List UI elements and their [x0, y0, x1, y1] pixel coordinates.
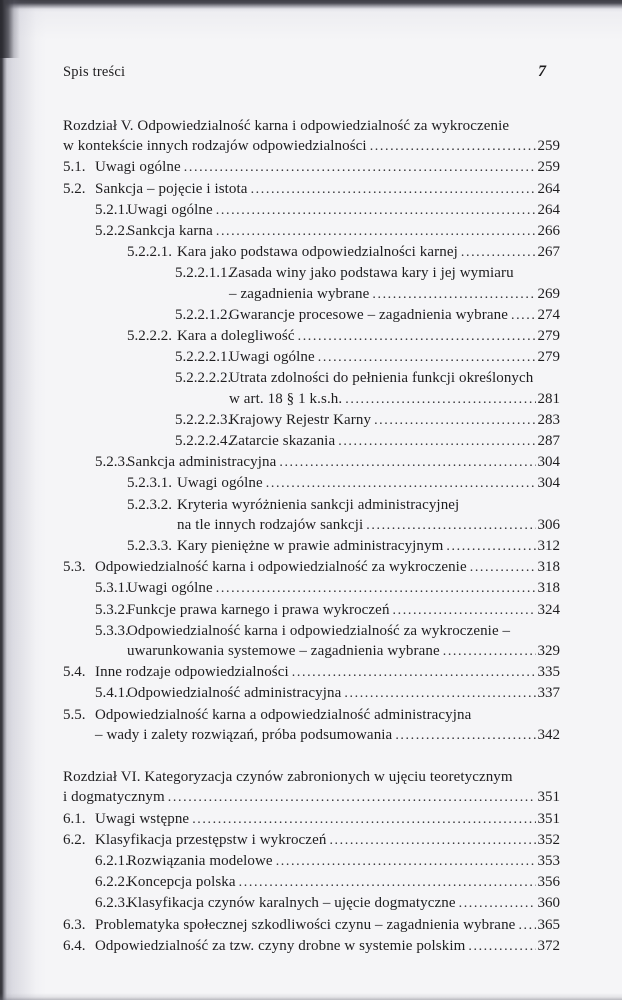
- toc-entry-title: Utrata zdolności do pełnienia funkcji określonych: [229, 370, 534, 387]
- toc-entry: [63, 495, 560, 515]
- book-page: [63, 0, 560, 957]
- toc-entry-title: na tle innych rodzajów sankcji: [177, 516, 364, 533]
- toc-entry-title: Rozwiązania modelowe: [127, 852, 273, 869]
- toc-entry-number: 6.2.3.: [95, 895, 129, 912]
- toc-entry-number: 6.2.2.: [95, 874, 129, 891]
- toc-entry-title: Klasyfikacja przestępstw i wykroczeń: [95, 831, 327, 848]
- dot-leader: [216, 200, 536, 221]
- toc-entry-number: 5.3.2.: [95, 601, 129, 618]
- toc-entry-number: 5.2.2.2.4.: [175, 433, 232, 450]
- toc-entry-number: 6.1.: [63, 810, 86, 827]
- toc-entry-title: Odpowiedzialność administracyjna: [127, 685, 342, 702]
- toc-entry-title: uwarunkowania systemowe – zagadnienia wybrane: [127, 643, 440, 660]
- toc-entry-number: 6.3.: [63, 916, 86, 933]
- dot-leader: [318, 347, 536, 368]
- toc-entry-title: Krajowy Rejestr Karny: [229, 411, 372, 428]
- toc-entry-page: 304: [537, 454, 560, 471]
- toc-entry-title: Rozdział VI. Kategoryzacja czynów zabronionych w ujęciu teoretycznym: [63, 769, 513, 786]
- toc-entry-title: Inne rodzaje odpowiedzialności: [95, 664, 289, 681]
- page-header: [63, 62, 560, 82]
- dot-leader: [276, 851, 536, 872]
- toc-entry-number: 5.2.3.2.: [127, 496, 172, 513]
- dot-leader: [338, 431, 535, 452]
- toc-entry-title: Problematyka społecznej szkodliwości czynu – zagadnienia wybrane: [95, 916, 516, 933]
- toc-entry: [63, 621, 560, 641]
- toc-entry-page: 335: [537, 664, 560, 681]
- toc-entry: [63, 221, 560, 242]
- toc-entry-title: Klasyfikacja czynów karalnych – ujęcie dogmatyczne: [127, 895, 456, 912]
- toc-entry: [63, 242, 560, 263]
- toc-entry: [63, 305, 560, 326]
- toc-entry-title: Zasada winy jako podstawa kary i jej wymiaru: [229, 265, 514, 282]
- toc-entry: [63, 872, 560, 893]
- toc-entry-page: 279: [537, 349, 560, 366]
- toc-entry: [63, 200, 560, 221]
- toc-entry-title: Uwagi ogólne: [127, 201, 213, 218]
- toc-entry: [63, 809, 560, 830]
- toc-entry-title: Zatarcie skazania: [229, 433, 336, 450]
- toc-entry-title: Uwagi ogólne: [95, 159, 181, 176]
- toc-entry: [63, 578, 560, 599]
- toc-entry-number: 6.2.1.: [95, 852, 129, 869]
- toc-entry: [63, 263, 560, 283]
- toc-entry-continuation: [63, 725, 560, 746]
- dot-leader: [393, 600, 536, 621]
- dot-leader: [461, 242, 536, 263]
- toc-entry-number: 5.2.2.2.1.: [175, 349, 232, 366]
- toc-entry: [63, 410, 560, 431]
- toc-entry-number: 5.2.1.: [95, 201, 129, 218]
- toc-entry-number: 5.3.3.: [95, 622, 129, 639]
- toc-entry-title: Sankcja karna: [127, 223, 213, 240]
- toc-entry: [63, 683, 560, 704]
- toc-entry-number: 5.2.2.1.1.: [175, 265, 232, 282]
- dot-leader: [292, 662, 536, 683]
- toc-entry-page: 264: [537, 201, 560, 218]
- toc-entry-page: 329: [537, 643, 560, 660]
- toc-entry-page: 306: [537, 516, 560, 533]
- toc-entry: [63, 851, 560, 872]
- toc-entry: [63, 326, 560, 347]
- toc-entry: [63, 767, 560, 787]
- dot-leader: [279, 452, 535, 473]
- toc-entry: [63, 600, 560, 621]
- toc-entry-number: 5.2.2.: [95, 223, 129, 240]
- dot-leader: [216, 221, 536, 242]
- toc-entry-continuation: [63, 641, 560, 662]
- toc-entry: [63, 705, 560, 725]
- dot-leader: [192, 809, 535, 830]
- toc-entry-page: 269: [537, 285, 560, 302]
- toc-entry-title: w kontekście innych rodzajów odpowiedzialności: [63, 138, 367, 155]
- toc-entry-title: Rozdział V. Odpowiedzialność karna i odpowiedzialność za wykroczenie: [63, 118, 510, 134]
- toc-entry: [63, 662, 560, 683]
- toc-section: [63, 116, 560, 746]
- toc-entry-page: 351: [537, 810, 560, 827]
- toc-entry-page: 274: [537, 306, 560, 323]
- toc-entry: [63, 936, 560, 957]
- dot-leader: [459, 893, 536, 914]
- toc-entry: [63, 536, 560, 557]
- dot-leader: [266, 473, 536, 494]
- toc-entry-number: 6.4.: [63, 937, 86, 954]
- toc-entry-page: 279: [537, 328, 560, 345]
- dot-leader: [518, 915, 535, 936]
- toc-entry-title: Uwagi wstępne: [95, 810, 190, 827]
- toc-entry-number: 5.2.3.: [95, 454, 129, 471]
- scan-corner-shadow: [0, 0, 20, 58]
- toc-entry: [63, 830, 560, 851]
- toc-entry-title: Odpowiedzialność karna a odpowiedzialność administracyjna: [95, 706, 472, 723]
- toc-entry-page: 337: [537, 685, 560, 702]
- toc-entry-page: 356: [537, 874, 560, 891]
- toc-entry-title: Funkcje prawa karnego i prawa wykroczeń: [127, 601, 390, 618]
- toc-entry-page: 259: [537, 138, 560, 155]
- scan-edge-left: [0, 0, 12, 1000]
- dot-leader: [251, 179, 536, 200]
- toc-entry-number: 5.5.: [63, 706, 86, 723]
- dot-leader: [184, 157, 536, 178]
- dot-leader: [216, 578, 536, 599]
- dot-leader: [446, 536, 535, 557]
- toc-entry: [63, 368, 560, 388]
- toc-entry-number: 5.2.2.1.: [127, 244, 172, 261]
- toc-entry-page: 352: [537, 831, 560, 848]
- toc-entry-number: 5.2.2.1.2.: [175, 306, 232, 323]
- toc-entry-title: Kary pieniężne w prawie administracyjnym: [177, 538, 444, 555]
- toc-entry-title: – zagadnienia wybrane: [229, 285, 370, 302]
- toc-entry-number: 6.2.: [63, 831, 86, 848]
- dot-leader: [443, 641, 536, 662]
- toc-entry-continuation: [63, 284, 560, 305]
- dot-leader: [511, 305, 536, 326]
- toc-entry-page: 351: [537, 789, 560, 806]
- toc-entry-title: Kryteria wyróżnienia sankcji administracyjnej: [177, 496, 460, 513]
- toc-entry-title: Sankcja administracyjna: [127, 454, 277, 471]
- toc-entry: [63, 157, 560, 178]
- toc-entry-page: 318: [537, 580, 560, 597]
- toc-entry: [63, 893, 560, 914]
- toc-entry-continuation: [63, 389, 560, 410]
- toc-entry-title: w art. 18 § 1 k.s.h.: [229, 390, 343, 407]
- toc-entry-page: 318: [537, 559, 560, 576]
- toc-entry-continuation: [63, 787, 560, 808]
- toc-entry-title: – wady i zalety rozwiązań, próba podsumowania: [95, 726, 393, 743]
- toc-entry: [63, 473, 560, 494]
- toc-entry-continuation: [63, 136, 560, 157]
- toc-entry-page: 304: [537, 475, 560, 492]
- toc-entry-number: 5.4.1.: [95, 685, 129, 702]
- toc-entry: [63, 347, 560, 368]
- toc-entry-title: Uwagi ogólne: [127, 580, 213, 597]
- running-head: Spis treści: [63, 64, 126, 80]
- toc-entry-title: Koncepcja polska: [127, 874, 236, 891]
- toc-entry-number: 5.4.: [63, 664, 86, 681]
- toc-entry-number: 5.2.3.3.: [127, 538, 172, 555]
- toc-entry-title: Gwarancje procesowe – zagadnienia wybrane: [229, 306, 508, 323]
- dot-leader: [345, 389, 535, 410]
- dot-leader: [395, 725, 535, 746]
- dot-leader: [344, 683, 535, 704]
- toc-entry-page: 342: [537, 726, 560, 743]
- toc-entry-page: 360: [537, 895, 560, 912]
- toc-entry-number: 5.3.1.: [95, 580, 129, 597]
- toc-entry-page: 365: [537, 916, 560, 933]
- toc-section: [63, 767, 560, 957]
- dot-leader: [470, 557, 536, 578]
- toc-entry-title: Odpowiedzialność karna i odpowiedzialność za wykroczenie –: [127, 622, 511, 639]
- toc-entry-page: 264: [537, 180, 560, 197]
- toc-entry-number: 5.2.: [63, 180, 86, 197]
- toc-entry-page: 372: [537, 937, 560, 954]
- toc-entry: [63, 452, 560, 473]
- toc-entry-number: 5.2.2.2.2.: [175, 370, 232, 387]
- dot-leader: [366, 515, 535, 536]
- dot-leader: [329, 830, 535, 851]
- toc-entry-number: 5.2.2.2.: [127, 328, 172, 345]
- dot-leader: [468, 936, 535, 957]
- toc-entry-page: 281: [537, 390, 560, 407]
- toc-entry-title: Sankcja – pojęcie i istota: [95, 180, 248, 197]
- toc-entry-number: 5.3.: [63, 559, 86, 576]
- dot-leader: [372, 284, 535, 305]
- toc-entry-page: 259: [537, 159, 560, 176]
- page-number: 7: [538, 63, 546, 80]
- toc-entry-page: 283: [537, 411, 560, 428]
- toc-entry-title: Kara a dolegliwość: [177, 328, 295, 345]
- scan-edge-bottom: [0, 993, 622, 1000]
- toc-entry-title: Uwagi ogólne: [229, 349, 315, 366]
- toc-entry-page: 353: [537, 852, 560, 869]
- dot-leader: [239, 872, 536, 893]
- dot-leader: [168, 787, 536, 808]
- table-of-contents: [63, 116, 560, 957]
- toc-entry-number: 5.1.: [63, 159, 86, 176]
- toc-entry-number: 5.2.2.2.3.: [175, 411, 232, 428]
- toc-entry-title: Odpowiedzialność karna i odpowiedzialność za wykroczenie: [95, 559, 467, 576]
- toc-entry-number: 5.2.3.1.: [127, 475, 172, 492]
- dot-leader: [298, 326, 536, 347]
- dot-leader: [370, 136, 536, 157]
- toc-entry: [63, 431, 560, 452]
- toc-entry-title: Kara jako podstawa odpowiedzialności karnej: [177, 244, 458, 261]
- toc-entry: [63, 116, 560, 136]
- toc-entry: [63, 557, 560, 578]
- toc-entry-page: 324: [537, 601, 560, 618]
- toc-entry-page: 266: [537, 223, 560, 240]
- toc-entry-title: Uwagi ogólne: [177, 475, 263, 492]
- toc-entry-page: 312: [537, 538, 560, 555]
- toc-entry-page: 267: [537, 244, 560, 261]
- toc-entry: [63, 179, 560, 200]
- toc-entry: [63, 915, 560, 936]
- toc-entry-title: Odpowiedzialność za tzw. czyny drobne w systemie polskim: [95, 937, 466, 954]
- toc-entry-page: 287: [537, 433, 560, 450]
- dot-leader: [374, 410, 535, 431]
- toc-entry-continuation: [63, 515, 560, 536]
- toc-entry-title: i dogmatycznym: [63, 789, 165, 806]
